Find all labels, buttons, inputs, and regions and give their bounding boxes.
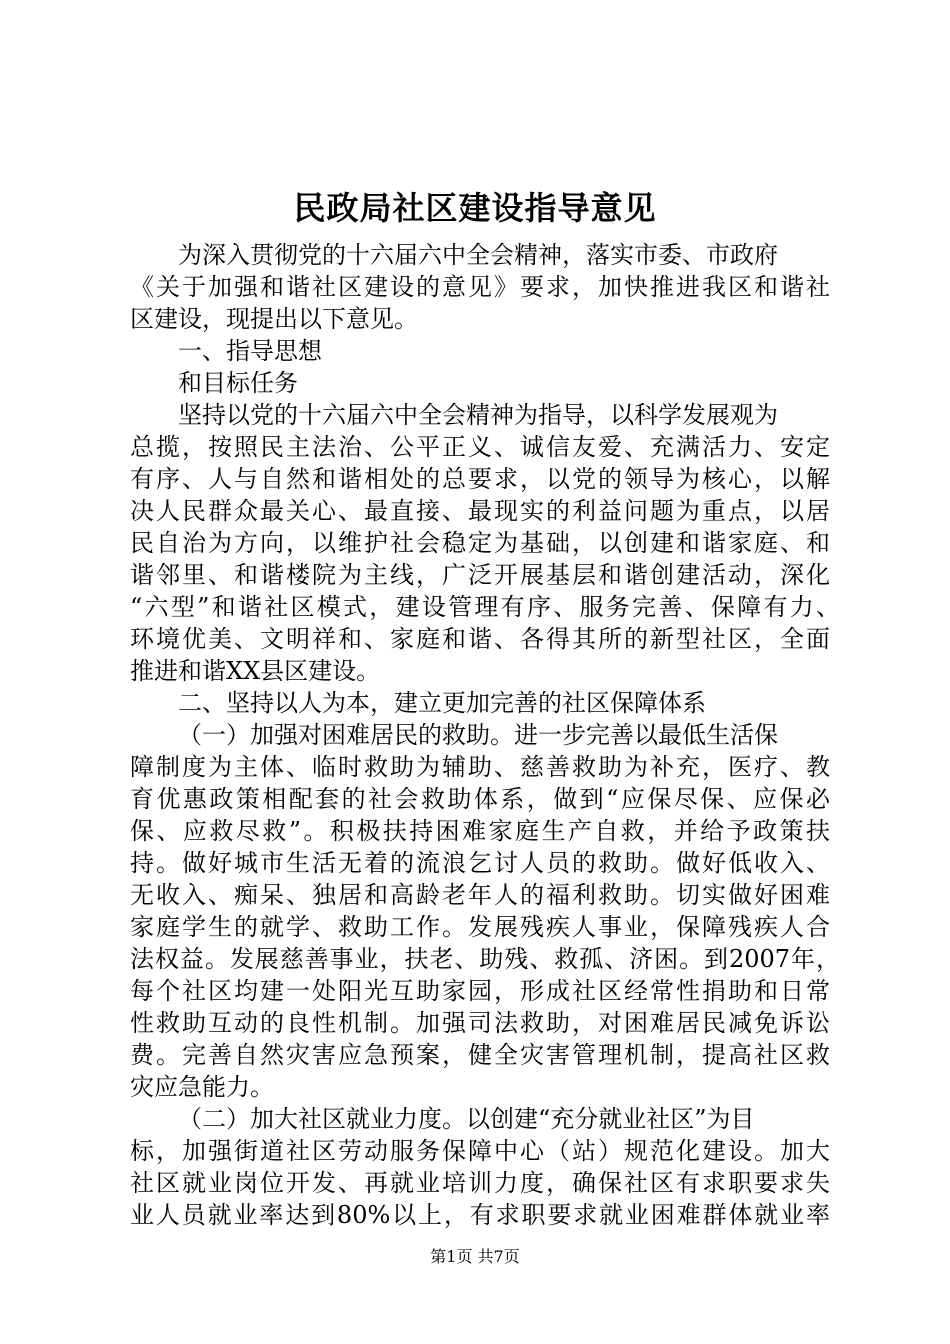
body-line: 障制度为主体、临时救助为辅助、慈善救助为补充，医疗、教 [130, 753, 830, 781]
body-line: 为深入贯彻党的十六届六中全会精神，落实市委、市政府 [178, 241, 778, 269]
page-number: 第1页 共7页 [430, 1247, 520, 1266]
body-line: 费。完善自然灾害应急预案，健全灾害管理机制，提高社区救 [130, 1041, 830, 1069]
body-line: 决人民群众最关心、最直接、最现实的利益问题为重点，以居 [130, 497, 830, 525]
section-heading: 和目标任务 [178, 369, 298, 397]
body-line: “六型”和谐社区模式，建设管理有序、服务完善、保障有力、 [130, 593, 840, 621]
body-line: （二）加大社区就业力度。以创建“充分就业社区”为目 [178, 1105, 755, 1133]
section-heading: 一、指导思想 [178, 337, 322, 365]
body-line: 《关于加强和谐社区建设的意见》要求，加快推进我区和谐社 [130, 273, 830, 301]
section-heading: 二、坚持以人为本，建立更加完善的社区保障体系 [178, 689, 706, 717]
body-line: 坚持以党的十六届六中全会精神为指导，以科学发展观为 [178, 401, 778, 429]
body-line: 保、应救尽救”。积极扶持困难家庭生产自救，并给予政策扶 [130, 817, 830, 845]
body-line: 总揽，按照民主法治、公平正义、诚信友爱、充满活力、安定 [130, 433, 830, 461]
body-line: 有序、人与自然和谐相处的总要求，以党的领导为核心，以解 [130, 465, 830, 493]
body-line: 法权益。发展慈善事业，扶老、助残、救孤、济困。到2007年， [130, 945, 840, 973]
body-line: 谐邻里、和谐楼院为主线，广泛开展基层和谐创建活动，深化 [130, 561, 830, 589]
document-title: 民政局社区建设指导意见 [293, 189, 657, 227]
body-line: 标，加强街道社区劳动服务保障中心（站）规范化建设。加大 [130, 1137, 830, 1165]
body-line: 民自治为方向，以维护社会稳定为基础，以创建和谐家庭、和 [130, 529, 830, 557]
body-line: （一）加强对困难居民的救助。进一步完善以最低生活保 [178, 721, 778, 749]
body-line: 区建设，现提出以下意见。 [130, 305, 418, 333]
body-line: 社区就业岗位开发、再就业培训力度，确保社区有求职要求失 [130, 1169, 830, 1197]
body-line: 灾应急能力。 [130, 1073, 274, 1101]
body-line: 环境优美、文明祥和、家庭和谐、各得其所的新型社区，全面 [130, 625, 830, 653]
body-line: 推进和谐XX县区建设。 [130, 657, 381, 685]
body-line: 性救助互动的良性机制。加强司法救助，对困难居民减免诉讼 [130, 1009, 830, 1037]
body-line: 持。做好城市生活无着的流浪乞讨人员的救助。做好低收入、 [130, 849, 830, 877]
body-line: 业人员就业率达到80%以上，有求职要求就业困难群体就业率 [130, 1201, 830, 1229]
body-line: 每个社区均建一处阳光互助家园，形成社区经常性捐助和日常 [130, 977, 830, 1005]
body-line: 家庭学生的就学、救助工作。发展残疾人事业，保障残疾人合 [130, 913, 830, 941]
body-line: 无收入、痴呆、独居和高龄老年人的福利救助。切实做好困难 [130, 881, 830, 909]
body-line: 育优惠政策相配套的社会救助体系，做到“应保尽保、应保必 [130, 785, 830, 813]
